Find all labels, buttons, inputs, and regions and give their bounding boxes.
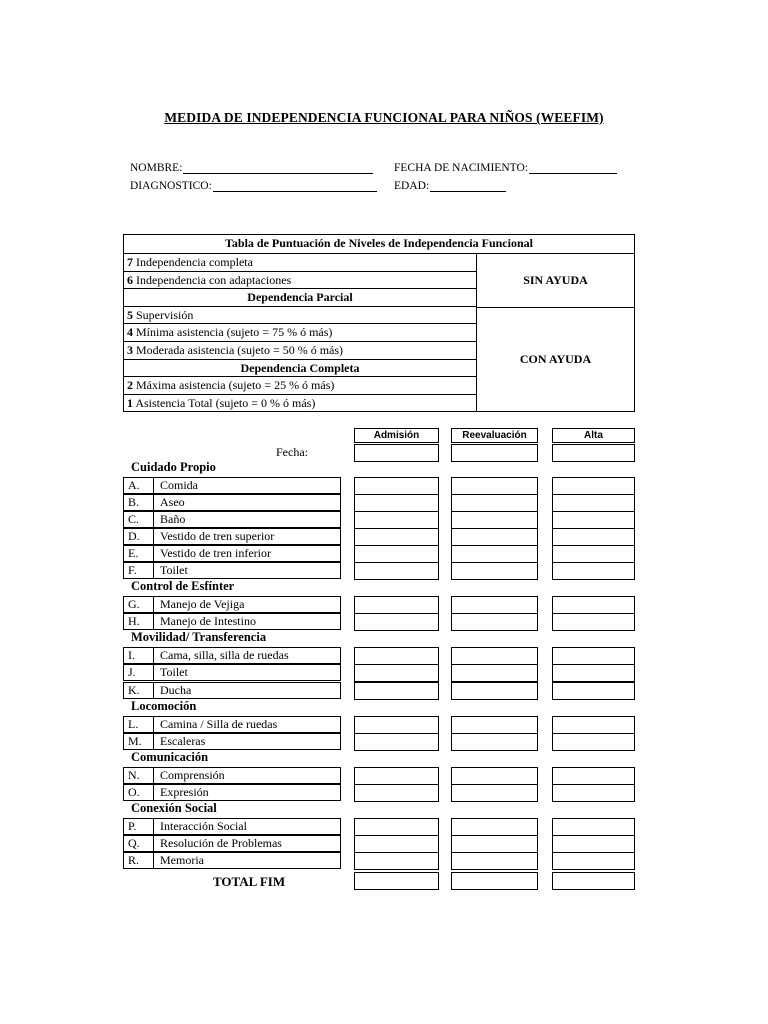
item-letter: L.	[124, 717, 154, 732]
score-level-text: Máxima asistencia (sujeto = 25 % ó más)	[133, 378, 335, 393]
item-row	[123, 682, 341, 699]
score-level-text: Independencia con adaptaciones	[133, 272, 292, 287]
item-d-reevaluacion-cell[interactable]	[451, 528, 538, 546]
item-b-admision-cell[interactable]	[354, 494, 439, 512]
item-label: Comprensión	[160, 767, 225, 782]
item-letter: A.	[124, 478, 154, 493]
item-a-alta-cell[interactable]	[552, 477, 635, 495]
item-row	[123, 494, 341, 511]
fecha-admision-cell[interactable]	[354, 444, 439, 462]
diagnostico-line[interactable]	[213, 181, 377, 192]
item-d-alta-cell[interactable]	[552, 528, 635, 546]
score-table	[123, 234, 635, 412]
item-p-alta-cell[interactable]	[552, 818, 635, 836]
item-label: Resolución de Problemas	[160, 835, 282, 850]
item-row	[123, 528, 341, 545]
item-a-admision-cell[interactable]	[354, 477, 439, 495]
column-header-alta: Alta	[552, 428, 635, 443]
item-q-alta-cell[interactable]	[552, 835, 635, 853]
item-m-reevaluacion-cell[interactable]	[451, 733, 538, 751]
item-r-reevaluacion-cell[interactable]	[451, 852, 538, 870]
sin-ayuda-label: SIN AYUDA	[523, 273, 588, 287]
sin-ayuda-cell	[476, 253, 634, 307]
item-letter: N.	[124, 768, 154, 783]
nombre-field[interactable]	[130, 162, 373, 174]
item-k-alta-cell[interactable]	[552, 682, 635, 700]
item-label: Comida	[160, 478, 198, 492]
item-row	[123, 511, 341, 528]
item-l-reevaluacion-cell[interactable]	[451, 716, 538, 734]
fecha-label: Fecha:	[276, 445, 308, 459]
section-heading: Control de Esfínter	[131, 579, 235, 594]
score-level-row	[124, 271, 476, 289]
item-c-admision-cell[interactable]	[354, 511, 439, 529]
item-label: Interacción Social	[160, 818, 247, 833]
item-letter: F.	[124, 563, 154, 578]
item-g-admision-cell[interactable]	[354, 596, 439, 614]
total-reevaluacion-cell[interactable]	[451, 872, 538, 890]
edad-line[interactable]	[430, 181, 506, 192]
edad-label: EDAD:	[394, 180, 430, 192]
item-letter: E.	[124, 546, 154, 561]
item-f-admision-cell[interactable]	[354, 562, 439, 580]
item-row	[123, 647, 341, 664]
item-p-admision-cell[interactable]	[354, 818, 439, 836]
item-n-reevaluacion-cell[interactable]	[451, 767, 538, 785]
item-k-reevaluacion-cell[interactable]	[451, 682, 538, 700]
item-l-admision-cell[interactable]	[354, 716, 439, 734]
score-level-text: Independencia completa	[133, 255, 253, 269]
item-label: Expresión	[160, 784, 209, 799]
item-row	[123, 545, 341, 562]
item-letter: B.	[124, 495, 154, 510]
item-i-admision-cell[interactable]	[354, 647, 439, 665]
score-level-number: 5	[127, 307, 133, 322]
score-table-heading: Dependencia Parcial	[124, 288, 476, 306]
item-e-alta-cell[interactable]	[552, 545, 635, 563]
edad-field[interactable]	[394, 180, 506, 192]
score-level-row	[124, 376, 476, 394]
item-h-reevaluacion-cell[interactable]	[451, 613, 538, 631]
item-letter: C.	[124, 512, 154, 527]
item-g-reevaluacion-cell[interactable]	[451, 596, 538, 614]
fecha-nacimiento-label: FECHA DE NACIMIENTO:	[394, 162, 528, 174]
item-j-reevaluacion-cell[interactable]	[451, 664, 538, 682]
item-p-reevaluacion-cell[interactable]	[451, 818, 538, 836]
score-level-number: 3	[127, 343, 133, 357]
item-o-admision-cell[interactable]	[354, 784, 439, 802]
item-m-alta-cell[interactable]	[552, 733, 635, 751]
item-label: Manejo de Vejiga	[160, 597, 245, 612]
item-label: Camina / Silla de ruedas	[160, 716, 278, 731]
column-header-admision: Admisión	[354, 428, 439, 443]
item-o-reevaluacion-cell[interactable]	[451, 784, 538, 802]
item-letter: H.	[124, 614, 154, 629]
score-level-text: Supervisión	[133, 307, 194, 322]
con-ayuda-cell	[476, 307, 634, 411]
item-j-alta-cell[interactable]	[552, 664, 635, 682]
score-level-number: 7	[127, 255, 133, 269]
item-letter: J.	[124, 665, 154, 680]
item-label: Toilet	[160, 665, 188, 680]
total-fim-label: TOTAL FIM	[213, 874, 286, 889]
item-g-alta-cell[interactable]	[552, 596, 635, 614]
score-level-number: 2	[127, 378, 133, 393]
item-row	[123, 716, 341, 733]
nombre-label: NOMBRE:	[130, 162, 183, 174]
score-level-number: 4	[127, 325, 133, 340]
score-level-text: Asistencia Total (sujeto = 0 % ó más)	[133, 395, 316, 410]
item-h-admision-cell[interactable]	[354, 613, 439, 631]
item-letter: K.	[124, 683, 154, 698]
con-ayuda-label: CON AYUDA	[519, 352, 592, 366]
item-n-admision-cell[interactable]	[354, 767, 439, 785]
item-label: Cama, silla, silla de ruedas	[160, 648, 289, 663]
score-level-row	[124, 323, 476, 341]
item-k-admision-cell[interactable]	[354, 682, 439, 700]
item-d-admision-cell[interactable]	[354, 528, 439, 546]
score-level-number: 1	[127, 395, 133, 410]
section-heading: Cuidado Propio	[131, 460, 216, 474]
item-letter: P.	[124, 819, 154, 834]
item-row	[123, 664, 341, 681]
item-row	[123, 613, 341, 630]
item-label: Vestido de tren inferior	[160, 546, 271, 561]
item-label: Memoria	[160, 852, 204, 867]
score-level-row	[124, 394, 476, 412]
item-row	[123, 818, 341, 835]
item-n-alta-cell[interactable]	[552, 767, 635, 785]
score-level-number: 6	[127, 272, 133, 287]
item-letter: I.	[124, 648, 154, 663]
item-label: Vestido de tren superior	[160, 529, 275, 544]
score-level-text: Moderada asistencia (sujeto = 50 % ó más)	[133, 343, 344, 357]
score-level-row	[124, 306, 476, 324]
item-label: Escaleras	[160, 733, 206, 748]
item-label: Ducha	[160, 682, 192, 697]
item-row	[123, 562, 341, 579]
item-row	[123, 596, 341, 613]
section-heading: Conexión Social	[131, 800, 217, 815]
score-level-row	[124, 341, 476, 359]
item-label: Aseo	[160, 495, 185, 510]
fecha-nacimiento-line[interactable]	[529, 163, 617, 174]
score-table-title: Tabla de Puntuación de Niveles de Independencia Funcional	[225, 236, 533, 250]
total-admision-cell[interactable]	[354, 872, 439, 890]
item-r-alta-cell[interactable]	[552, 852, 635, 870]
section-heading: Locomoción	[131, 698, 197, 713]
item-b-alta-cell[interactable]	[552, 494, 635, 512]
item-i-alta-cell[interactable]	[552, 647, 635, 665]
item-f-alta-cell[interactable]	[552, 562, 635, 580]
item-e-reevaluacion-cell[interactable]	[451, 545, 538, 563]
fecha-reevaluacion-cell[interactable]	[451, 444, 538, 462]
item-e-admision-cell[interactable]	[354, 545, 439, 563]
item-letter: Q.	[124, 836, 154, 851]
section-heading: Comunicación	[131, 749, 209, 764]
item-h-alta-cell[interactable]	[552, 613, 635, 631]
nombre-line[interactable]	[183, 163, 373, 174]
item-m-admision-cell[interactable]	[354, 733, 439, 751]
item-letter: G.	[124, 597, 154, 612]
item-letter: D.	[124, 529, 154, 544]
item-i-reevaluacion-cell[interactable]	[451, 647, 538, 665]
score-table-heading: Dependencia Completa	[124, 359, 476, 377]
item-letter: O.	[124, 785, 154, 800]
item-c-reevaluacion-cell[interactable]	[451, 511, 538, 529]
item-q-admision-cell[interactable]	[354, 835, 439, 853]
item-row	[123, 767, 341, 784]
item-j-admision-cell[interactable]	[354, 664, 439, 682]
item-row	[123, 477, 341, 494]
document-title: MEDIDA DE INDEPENDENCIA FUNCIONAL PARA NIÑOS (WEEFIM)	[164, 110, 604, 125]
diagnostico-label: DIAGNOSTICO:	[130, 180, 212, 192]
score-level-row	[124, 253, 476, 271]
item-o-alta-cell[interactable]	[552, 784, 635, 802]
item-f-reevaluacion-cell[interactable]	[451, 562, 538, 580]
fecha-alta-cell[interactable]	[552, 444, 635, 462]
item-row	[123, 733, 341, 750]
item-letter: R.	[124, 853, 154, 868]
item-a-reevaluacion-cell[interactable]	[451, 477, 538, 495]
item-row	[123, 784, 341, 801]
item-row	[123, 852, 341, 869]
item-label: Baño	[160, 512, 186, 527]
column-header-reevaluacion: Reevaluación	[451, 428, 538, 443]
item-label: Toilet	[160, 563, 188, 578]
fecha-nacimiento-field[interactable]	[394, 162, 617, 174]
item-c-alta-cell[interactable]	[552, 511, 635, 529]
total-alta-cell[interactable]	[552, 872, 635, 890]
diagnostico-field[interactable]	[130, 180, 377, 192]
item-label: Manejo de Intestino	[160, 614, 256, 629]
item-q-reevaluacion-cell[interactable]	[451, 835, 538, 853]
section-heading: Movilidad/ Transferencia	[131, 630, 267, 645]
item-b-reevaluacion-cell[interactable]	[451, 494, 538, 512]
item-letter: M.	[124, 734, 154, 749]
score-level-text: Mínima asistencia (sujeto = 75 % ó más)	[133, 325, 333, 340]
item-l-alta-cell[interactable]	[552, 716, 635, 734]
item-row	[123, 835, 341, 852]
item-r-admision-cell[interactable]	[354, 852, 439, 870]
